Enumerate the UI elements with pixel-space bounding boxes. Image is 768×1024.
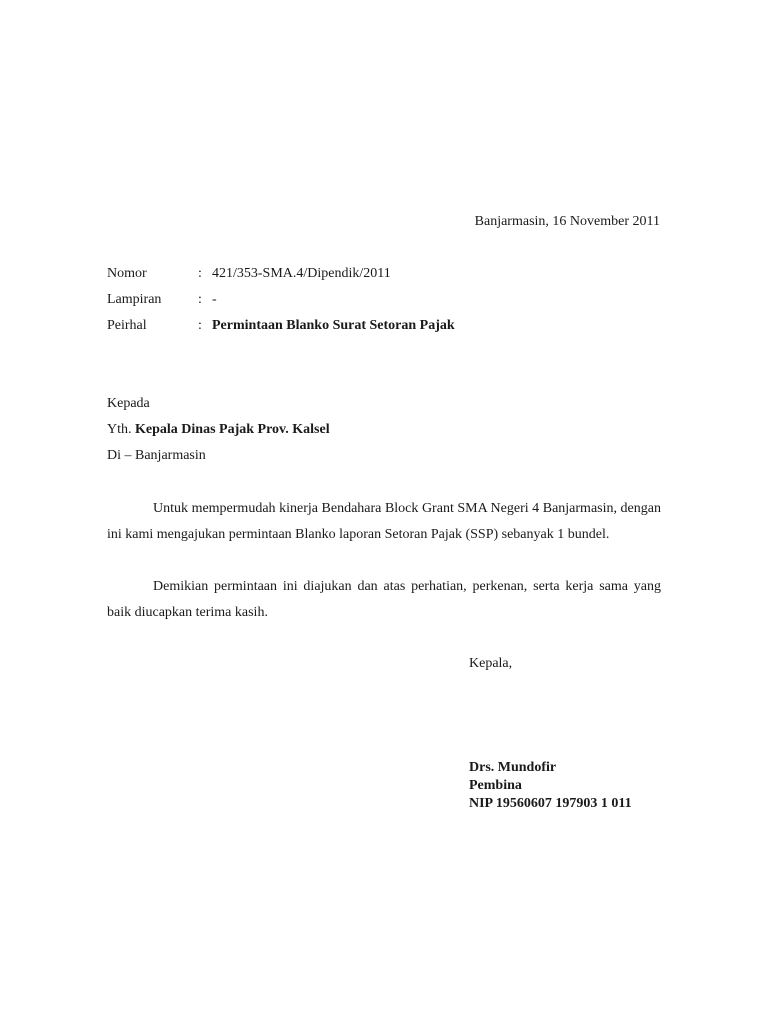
perihal-value: Permintaan Blanko Surat Setoran Pajak bbox=[212, 318, 455, 333]
kepada-label: Kepada bbox=[107, 396, 150, 411]
lampiran-colon: : bbox=[198, 292, 202, 307]
yth-prefix: Yth. bbox=[107, 422, 132, 437]
signatory-rank: Pembina bbox=[469, 778, 522, 793]
place-date: Banjarmasin, 16 November 2011 bbox=[474, 214, 660, 229]
signatory-name: Drs. Mundofir bbox=[469, 760, 557, 775]
body-paragraph-1: Untuk mempermudah kinerja Bendahara Block Grant SMA Negeri 4 Banjarmasin, dengan ini kami mengajukan permintaan Blanko laporan Setoran Pajak (SSP) sebanyak 1 bundel. bbox=[107, 501, 661, 542]
perihal-colon: : bbox=[198, 318, 202, 333]
signatory-nip: NIP 19560607 197903 1 011 bbox=[469, 796, 632, 811]
perihal-label: Peirhal bbox=[107, 318, 147, 333]
body-paragraph-2: Demikian permintaan ini diajukan dan atas perhatian, perkenan, serta kerja sama yang baik diucapkan terima kasih. bbox=[107, 579, 661, 620]
signature-closing: Kepala, bbox=[469, 656, 513, 671]
nomor-value: 421/353-SMA.4/Dipendik/2011 bbox=[212, 266, 391, 281]
recipient-name: Kepala Dinas Pajak Prov. Kalsel bbox=[135, 422, 330, 437]
lampiran-value: - bbox=[212, 292, 217, 307]
recipient-location: Di – Banjarmasin bbox=[107, 448, 206, 463]
recipient-line bbox=[107, 422, 330, 438]
nomor-label: Nomor bbox=[107, 266, 147, 281]
lampiran-label: Lampiran bbox=[107, 292, 162, 307]
nomor-colon: : bbox=[198, 266, 202, 281]
